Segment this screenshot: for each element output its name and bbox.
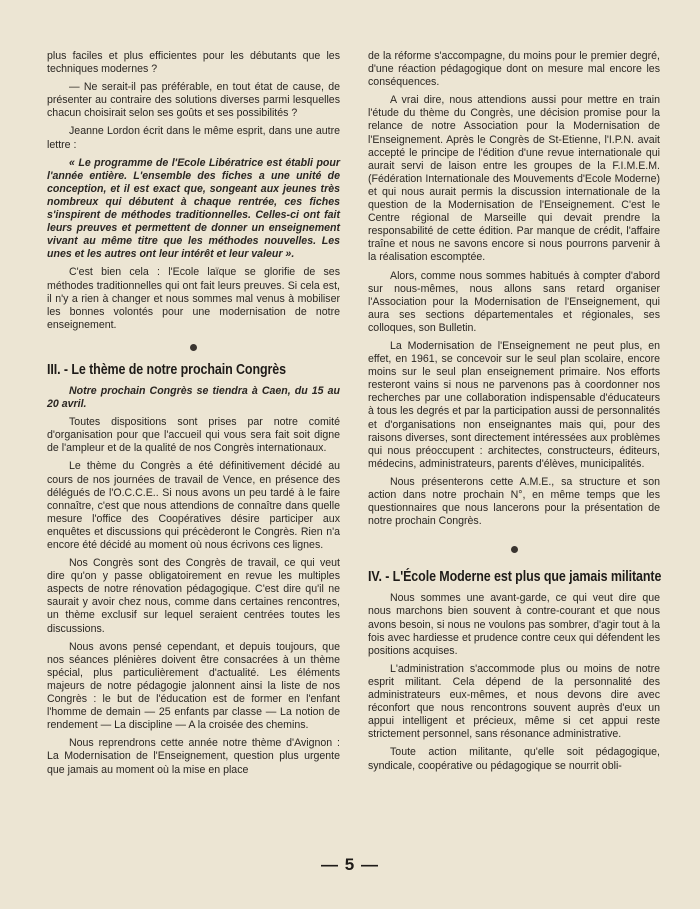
paragraph: Le thème du Congrès a été définitivement décidé au cours de nos journées de travail de Vence, en présence des délégués de l'O.C.C.E.. Si nous avons un peu tardé à le faire connaître, c'est que nous attendions de connaître dans quelle mesure l'office des Coopératives désire participer aux enquêtes et discussions qui précèderont le Congrès. Rien n'a encore été décidé au moment où nous écrivons ces lignes. <box>47 460 340 551</box>
paragraph: Nous sommes une avant-garde, ce qui veut dire que nous marchons bien souvent à contre-courant et que nous avons besoin, si nous ne voulons pas sombrer, d'agir tout à la fois avec hardiesse et prudence contre ceux qui défendent les positions acquises. <box>368 592 660 657</box>
congress-announcement: Notre prochain Congrès se tiendra à Caen, du 15 au 20 avril. <box>47 384 340 411</box>
paragraph: — Ne serait-il pas préférable, en tout état de cause, de présenter au contraire des solutions diverses parmi lesquelles chacun choisirait selon ses goûts et ses possibilités ? <box>47 81 340 120</box>
section-heading-4: IV. - L'École Moderne est plus que jamais militante <box>368 569 662 586</box>
paragraph: C'est bien cela : l'Ecole laïque se glorifie de ses méthodes traditionnelles qui ont fait leurs preuves. Si cela est, il n'y a rien à changer et nous sommes mal venus à mobiliser les bonnes volontés pour une modernisation de notre enseignement. <box>47 266 340 331</box>
paragraph: Nous avons pensé cependant, et depuis toujours, que nos séances plénières doivent être consacrées à un thème spécial, plus particulièrement d'actualité. Les éléments majeurs de notre pédagogie jalonnent ainsi la liste de nos Congrès : le but de l'éducation est de former en l'enfant l'homme de demain — 25 enfants par classe — La notion de rendement — La discipline — A la croisée des chemins. <box>47 640 340 732</box>
paragraph: de la réforme s'accompagne, du moins pour le premier degré, d'une réaction pédagogique dont on mesure mal encore les conséquences. <box>368 50 660 89</box>
section-bullet <box>511 546 518 553</box>
section-heading-3: III. - Le thème de notre prochain Congrès <box>47 361 286 378</box>
paragraph: Jeanne Lordon écrit dans le même esprit, dans une autre lettre : <box>47 125 340 151</box>
paragraph: Alors, comme nous sommes habitués à compter d'abord sur nous-mêmes, nous allons sans retard organiser l'Association pour la Modernisation de l'Enseignement, qui aura ses sections départementales et régionales, ses colloques, son Bulletin. <box>368 269 660 334</box>
paragraph: Nous reprendrons cette année notre thème d'Avignon : La Modernisation de l'Enseignement, question plus urgente que jamais au moment où la mise en place <box>47 737 340 776</box>
right-column <box>368 50 660 778</box>
paragraph: A vrai dire, nous attendions aussi pour mettre en train l'étude du thème du Congrès, une décision promise pour la relance de notre Association pour la Modernisation de l'Enseignement. Après le Congrès de St-Etienne, l'I.P.N. avait accepté le principe de l'édition d'une revue internationale qui aurait servi de laison entre les groupes de la F.I.M.E.M. (Fédération Internationale des Mouvements d'Ecole Moderne) et qui nous aurait permis la discussion internationale de la question de la Modernisation de l'Enseignement. C'est le Centre régional de Marseille qui devait prendre la responsabilité de cette édition. Par manque de crédit, l'affaire traîne et nous ne savons encore si nous pourrons parvenir à la réalisation escomptée. <box>368 94 660 264</box>
paragraph: Toutes dispositions sont prises par notre comité d'organisation pour que l'accueil qui vous sera fait soit digne de l'ampleur et de la qualité de nos Congrès internationaux. <box>47 416 340 455</box>
paragraph: Nous présenterons cette A.M.E., sa structure et son action dans notre prochain N°, en même temps que les questionnaires que nous lancerons pour la présentation de notre prochain Congrès. <box>368 475 660 528</box>
paragraph: plus faciles et plus efficientes pour les débutants que les techniques modernes ? <box>47 50 340 76</box>
paragraph: L'administration s'accommode plus ou moins de notre esprit militant. Cela dépend de la personnalité des administrateurs eux-mêmes, et nous devons dire avec réconfort que nous rencontrons souvent auprès d'eux un appui intelligent et précieux, même si cet appui reste strictement personnel, sans résonance administrative. <box>368 662 660 741</box>
paragraph: Toute action militante, qu'elle soit pédagogique, syndicale, coopérative ou pédagogique se nourrit obli- <box>368 746 660 772</box>
paragraph: La Modernisation de l'Enseignement ne peut plus, en effet, en 1961, se concevoir sur le seul plan scolaire, encore moins sur le seul plan enseignement primaire. Nos efforts resteront vains si nous ne parvenons pas à coordonner nos recherches par une collaboration indispensable d'éducateurs à tous les degrés et par la participation aussi de personnalités et d'organisations non enseignantes mais qui, pour des raisons diverses, sont directement intéressées aux problèmes qui nous préoccupent : architectes, constructeurs, éditeurs, médecins, administrateurs, parents d'élèves, municipalités. <box>368 339 660 470</box>
page-number: — 5 — <box>321 855 379 874</box>
section-bullet <box>190 344 197 351</box>
paragraph: Nos Congrès sont des Congrès de travail, ce qui veut dire qu'on y passe obligatoirement en revue les multiples aspects de notre rénovation pédagogique. C'est dire qu'il ne saurait y avoir chez nous, comme dans certaines rencontres, un thème exclusif sur lequel seraient centrées toutes les discussions. <box>47 557 340 635</box>
quote-paragraph: « Le programme de l'Ecole Libératrice est établi pour l'année entière. L'ensemble des fiches a une unité de conception, et il est exact que, songeant aux jeunes très nombreux qui débutent à chaque rentrée, ces fiches s'inspirent de méthodes traditionnelles. Celles-ci ont fait leurs preuves et permettent de donner un enseignement vivant au même titre que les méthodes nouvelles. Les unes et les autres ont leur intérêt et leur valeur ». <box>47 156 340 261</box>
left-column <box>47 50 340 782</box>
